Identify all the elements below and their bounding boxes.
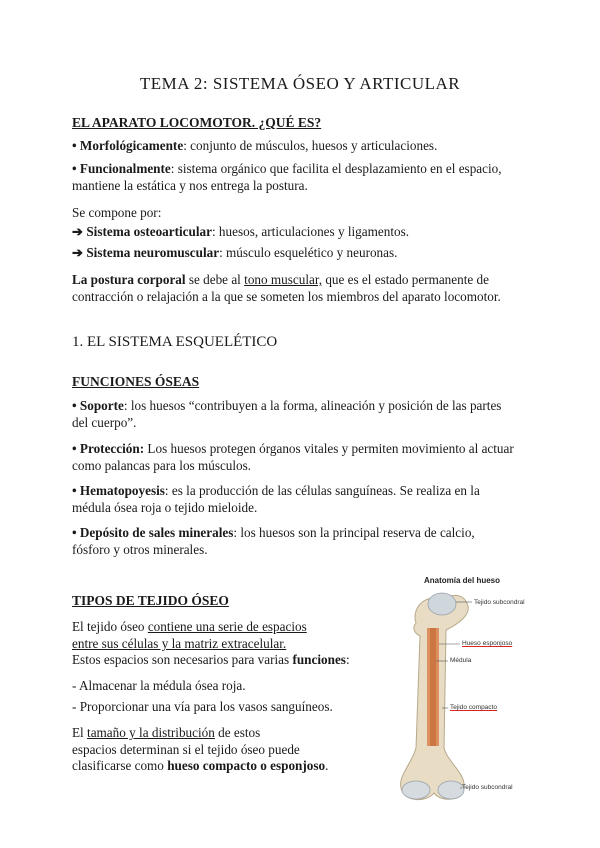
funcion-item-1: - Almacenar la médula ósea roja. — [72, 678, 246, 693]
funcion-soporte-line2: del cuerpo”. — [72, 415, 137, 430]
bullet-funcionalmente: • Funcionalmente: sistema orgánico que facilita el desplazamiento en el espacio, — [72, 161, 502, 176]
postura-paragraph: La postura corporal se debe al tono muscular, que es el estado permanente de — [72, 272, 489, 287]
funcion-soporte: • Soporte: los huesos “contribuyen a la forma, alineación y posición de las partes — [72, 398, 502, 413]
funcion-deposito-line2: fósforo y otros minerales. — [72, 542, 208, 557]
label-tejido-subcondral-top: Tejido subcondral — [474, 599, 525, 606]
label-tejido-compacto: Tejido compacto — [450, 704, 497, 711]
funcion-deposito: • Depósito de sales minerales: los huesos son la principal reserva de calcio, — [72, 525, 475, 540]
bullet-funcionalmente-line2: mantiene la estática y nos entrega la postura. — [72, 178, 308, 193]
section-heading-locomotor: EL APARATO LOCOMOTOR. ¿QUÉ ES? — [72, 115, 322, 130]
funcion-proteccion: • Protección: Los huesos protegen órganos vitales y permiten movimiento al actuar — [72, 441, 514, 456]
tamano-line3: clasificarse como hueso compacto o esponjoso. — [72, 758, 329, 773]
tamano-line1: El tamaño y la distribución de estos — [72, 725, 261, 740]
femur-illustration — [386, 588, 566, 808]
item-osteoarticular: ➔ Sistema osteoarticular: huesos, articulaciones y ligamentos. — [72, 224, 410, 239]
item-neuromuscular: ➔ Sistema neuromuscular: músculo esquelético y neuronas. — [72, 245, 398, 260]
compone-label: Se compone por: — [72, 205, 162, 220]
section-heading-esqueletico: 1. EL SISTEMA ESQUELÉTICO — [72, 334, 278, 350]
subheading-tipos-tejido: TIPOS DE TEJIDO ÓSEO — [72, 593, 229, 608]
figure-title: Anatomía del hueso — [424, 576, 501, 585]
funcion-proteccion-line2: como palancas para los músculos. — [72, 458, 252, 473]
label-tejido-subcondral-bottom: Tejido subcondral — [462, 784, 513, 791]
bullet-morfologicamente: • Morfológicamente: conjunto de músculos, huesos y articulaciones. — [72, 138, 438, 153]
label-hueso-esponjoso: Hueso esponjoso — [462, 640, 513, 647]
postura-paragraph-line2: contracción o relajación a la que se someten los miembros del aparato locomotor. — [72, 289, 501, 304]
subheading-funciones: FUNCIONES ÓSEAS — [72, 374, 200, 389]
page-title: TEMA 2: SISTEMA ÓSEO Y ARTICULAR — [139, 74, 461, 93]
tejido-line1: El tejido óseo contiene una serie de espacios — [72, 619, 307, 634]
tejido-line3: Estos espacios son necesarios para varias funciones: — [72, 652, 350, 667]
label-medula: Médula — [450, 657, 472, 664]
funcion-item-2: - Proporcionar una vía para los vasos sanguíneos. — [72, 699, 333, 714]
tamano-line2: espacios determinan si el tejido óseo puede — [72, 742, 300, 757]
tejido-line2: entre sus células y la matriz extracelular. — [72, 636, 287, 651]
funcion-hematopoyesis-line2: médula ósea roja o tejido mieloide. — [72, 500, 258, 515]
funcion-hematopoyesis: • Hematopoyesis: es la producción de las células sanguíneas. Se realiza en la — [72, 483, 480, 498]
